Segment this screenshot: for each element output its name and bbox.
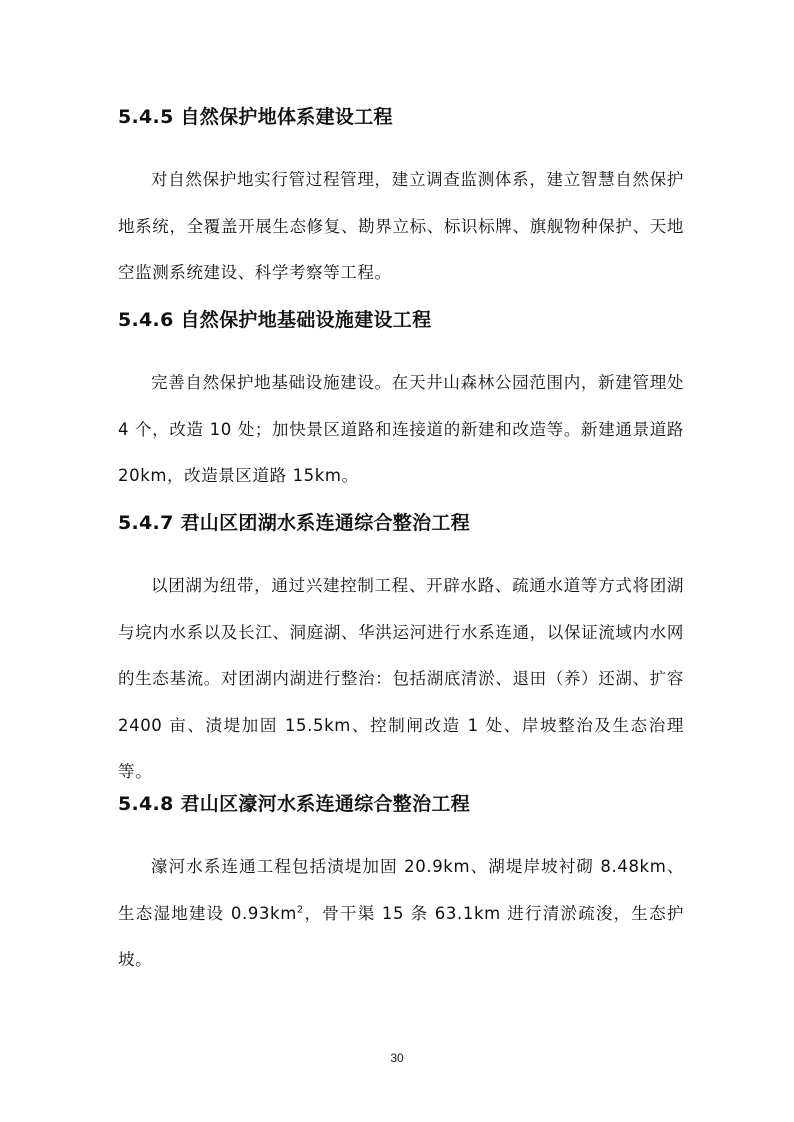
section-5-4-8 [118, 790, 684, 984]
section-body: 以团湖为纽带，通过兴建控制工程、开辟水路、疏通水道等方式将团湖与垸内水系以及长江、洞庭湖、华洪运河进行水系连通，以保证流域内水网的生态基流。对团湖内湖进行整治：包括湖底清淤、退田（养）还湖、扩容 2400 亩、渍堤加固 15.5km、控制闸改造 1 处、岸坡整治及生态治理等。 [118, 576, 684, 781]
section-body: 完善自然保护地基础设施建设。在天井山森林公园范围内，新建管理处 4 个，改造 10 处；加快景区道路和连接道的新建和改造等。新建通景道路 20km，改造景区道路 15km。 [118, 373, 684, 485]
section-5-4-5 [118, 103, 684, 297]
section-heading: 5.4.7 君山区团湖水系连通综合整治工程 [118, 512, 471, 534]
body-text: ，骨干渠 15 条 63.1km 进行清淤疏浚，生态护坡。 [118, 903, 684, 969]
section-5-4-7 [118, 509, 684, 796]
section-heading: 5.4.8 君山区濠河水系连通综合整治工程 [118, 793, 471, 815]
section-body [118, 844, 684, 984]
section-5-4-6 [118, 306, 684, 500]
section-body: 对自然保护地实行管过程管理，建立调查监测体系，建立智慧自然保护地系统，全覆盖开展生态修复、勘界立标、标识标牌、旗舰物种保护、天地空监测系统建设、科学考察等工程。 [118, 170, 684, 282]
section-heading: 5.4.5 自然保护地体系建设工程 [118, 106, 393, 128]
superscript-exponent: 2 [296, 904, 304, 915]
body-text: 濠河水系连通工程包括渍堤加固 20.9km、湖堤岸坡衬砌 8.48km、生态湿地建设 0.93km [118, 857, 684, 923]
page-number: 30 [390, 1051, 404, 1065]
section-heading: 5.4.6 自然保护地基础设施建设工程 [118, 309, 432, 331]
